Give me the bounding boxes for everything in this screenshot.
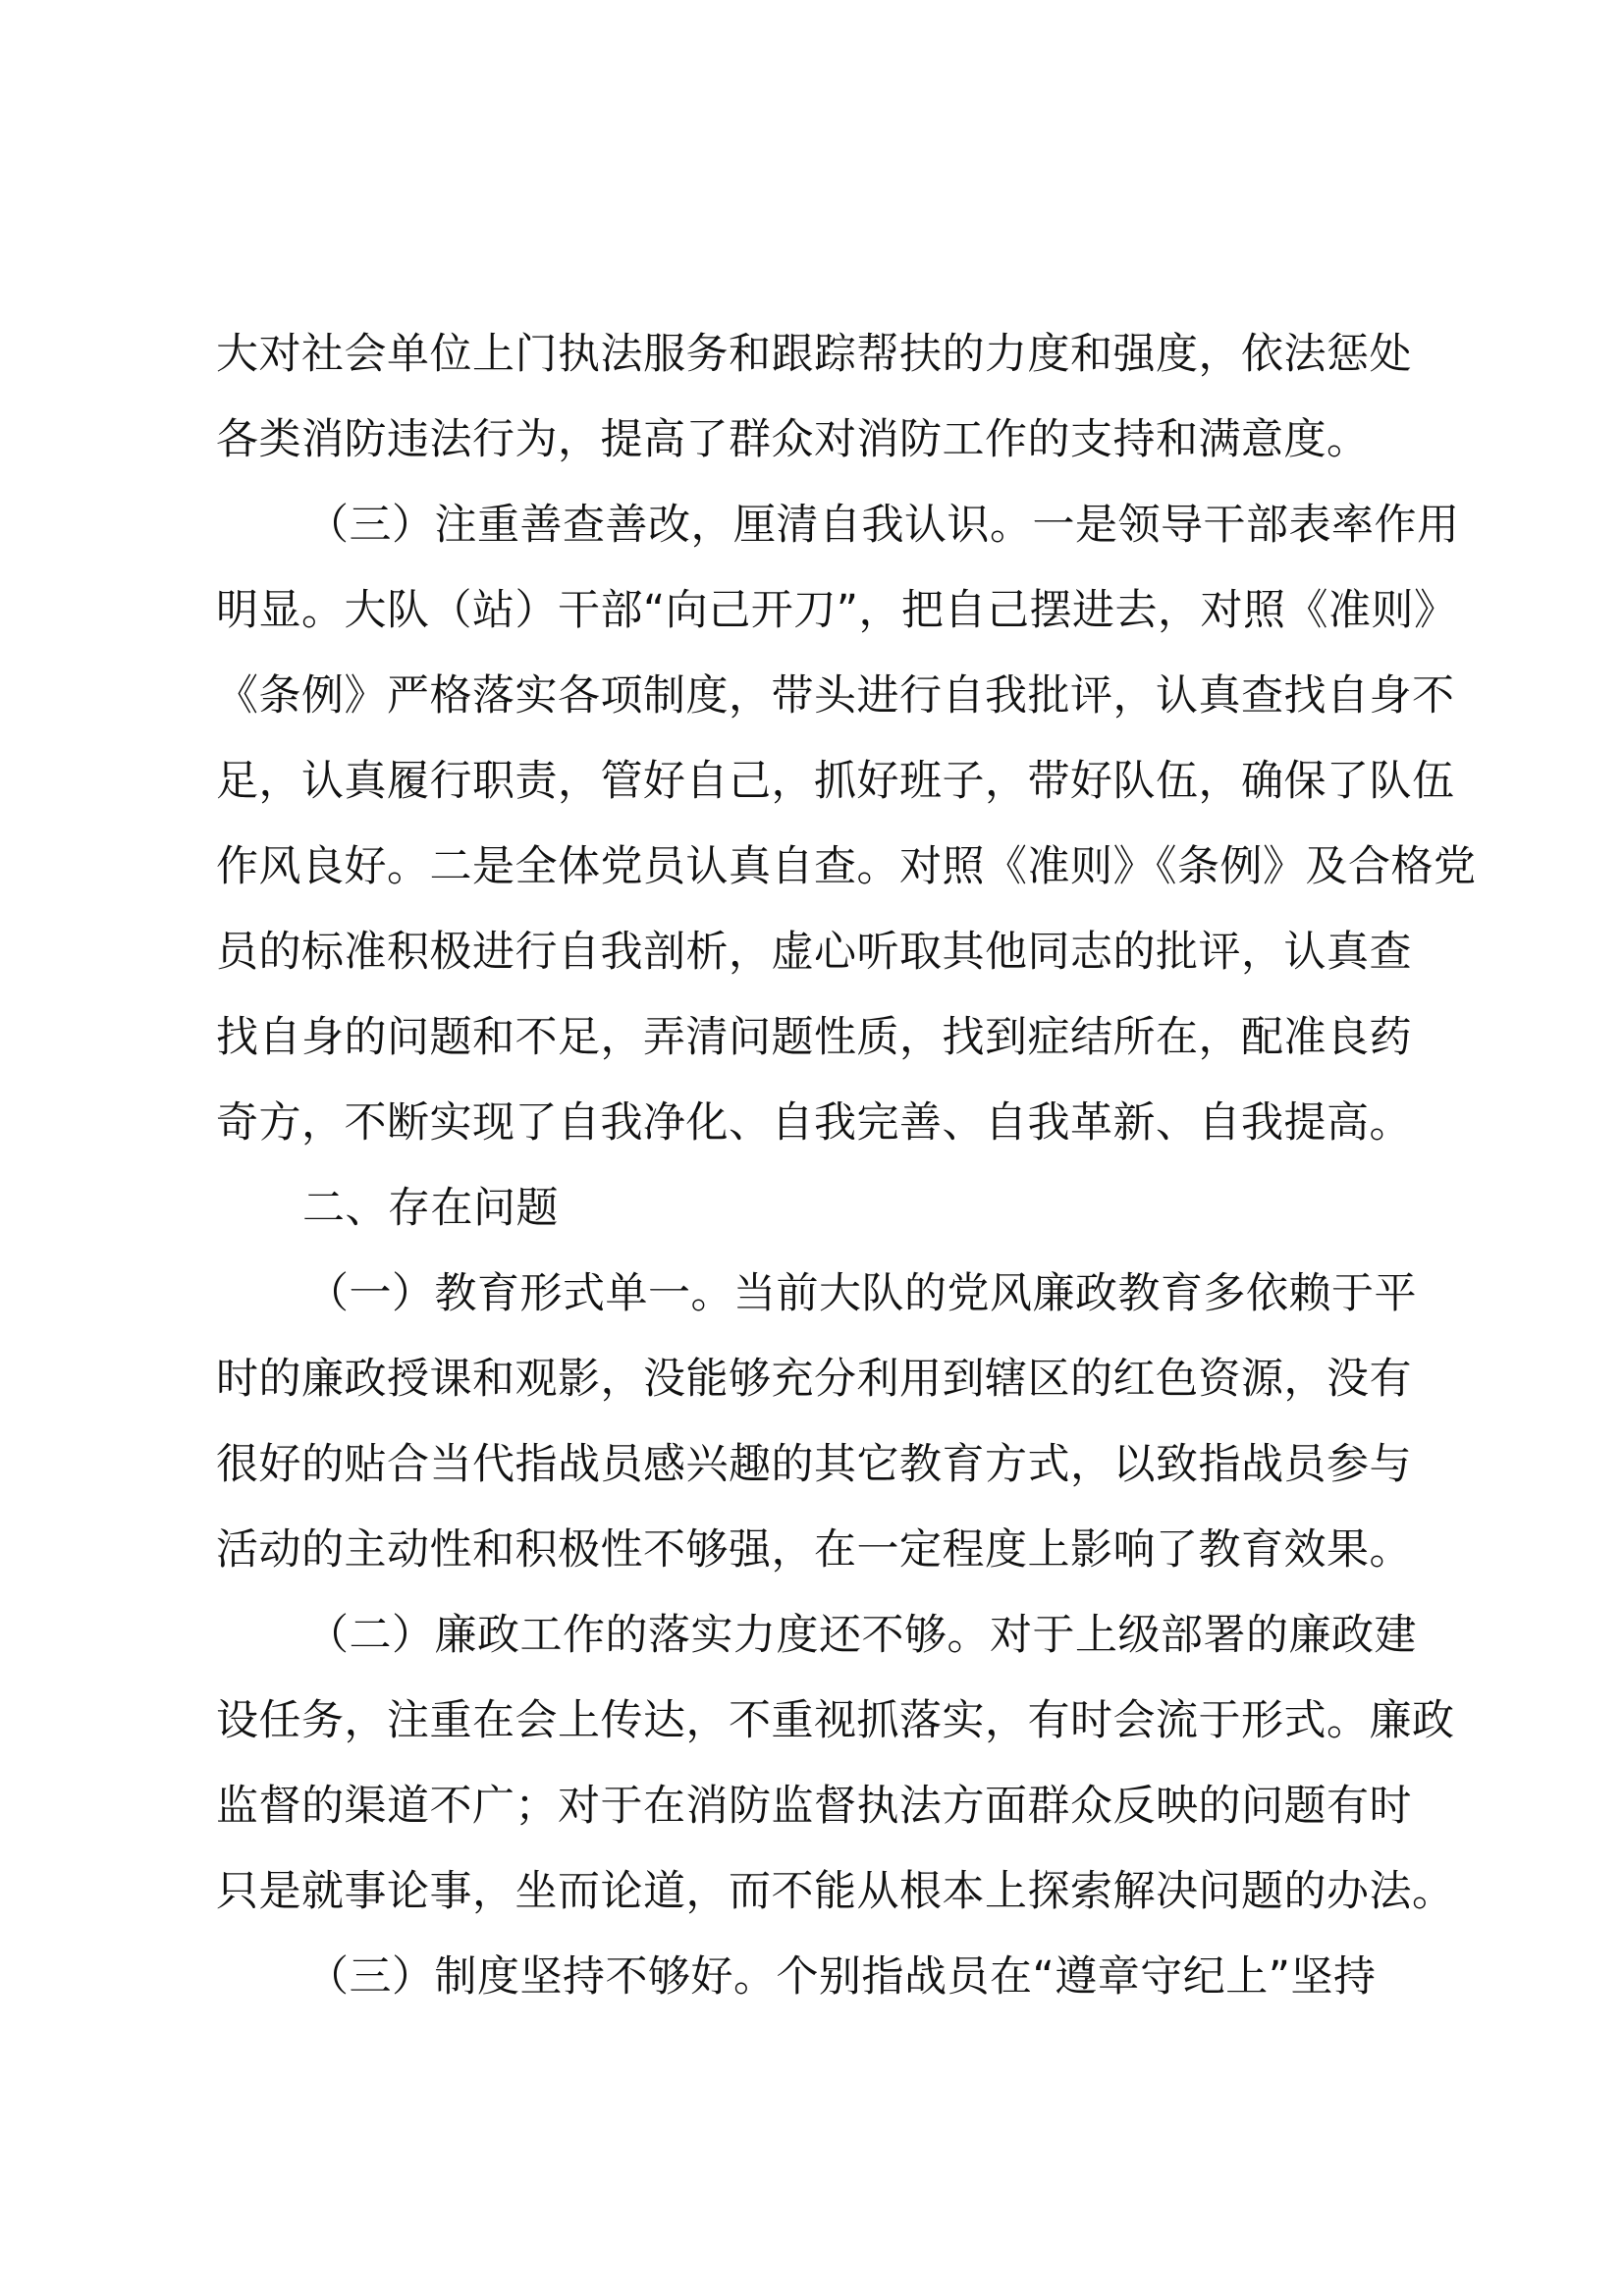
text-line: 员的标准积极进行自我剖析，虚心听取其他同志的批评，认真查 bbox=[216, 928, 1412, 977]
text-line: 活动的主动性和积极性不够强，在一定程度上影响了教育效果。 bbox=[216, 1525, 1412, 1575]
text-line: 大对社会单位上门执法服务和跟踪帮扶的力度和强度，依法惩处 bbox=[216, 330, 1412, 379]
text-line: 各类消防违法行为，提高了群众对消防工作的支持和满意度。 bbox=[216, 415, 1370, 464]
paragraph-start-line: （三）注重善查善改，厘清自我认识。一是领导干部表率作用 bbox=[306, 501, 1460, 550]
section-heading: 二、存在问题 bbox=[302, 1184, 559, 1233]
document-body bbox=[216, 312, 1477, 2020]
text-line: 明显。大队（站）干部“向己开刀”，把自己摆进去，对照《准则》 bbox=[216, 586, 1457, 635]
text-line: 很好的贴合当代指战员感兴趣的其它教育方式，以致指战员参与 bbox=[216, 1440, 1412, 1489]
paragraph-start-line: （三）制度坚持不够好。个别指战员在“遵章守纪上”坚持 bbox=[306, 1952, 1377, 2002]
text-line: 设任务，注重在会上传达，不重视抓落实，有时会流于形式。廉政 bbox=[216, 1696, 1455, 1745]
text-line: 监督的渠道不广；对于在消防监督执法方面群众反映的问题有时 bbox=[216, 1782, 1412, 1831]
paragraph-start-line: （一）教育形式单一。当前大队的党风廉政教育多依赖于平 bbox=[306, 1269, 1417, 1318]
text-line: 作风良好。二是全体党员认真自查。对照《准则》《条例》及合格党 bbox=[216, 842, 1477, 891]
text-line: 时的廉政授课和观影，没能够充分利用到辖区的红色资源，没有 bbox=[216, 1355, 1412, 1404]
text-line: 找自身的问题和不足，弄清问题性质，找到症结所在，配准良药 bbox=[216, 1013, 1412, 1062]
text-line: 只是就事论事，坐而论道，而不能从根本上探索解决问题的办法。 bbox=[216, 1867, 1455, 1916]
text-line: 奇方，不断实现了自我净化、自我完善、自我革新、自我提高。 bbox=[216, 1098, 1412, 1148]
paragraph-start-line: （二）廉政工作的落实力度还不够。对于上级部署的廉政建 bbox=[306, 1611, 1417, 1660]
text-line: 足，认真履行职责，管好自己，抓好班子，带好队伍，确保了队伍 bbox=[216, 757, 1455, 806]
text-line: 《条例》严格落实各项制度，带头进行自我批评，认真查找自身不 bbox=[216, 671, 1455, 721]
